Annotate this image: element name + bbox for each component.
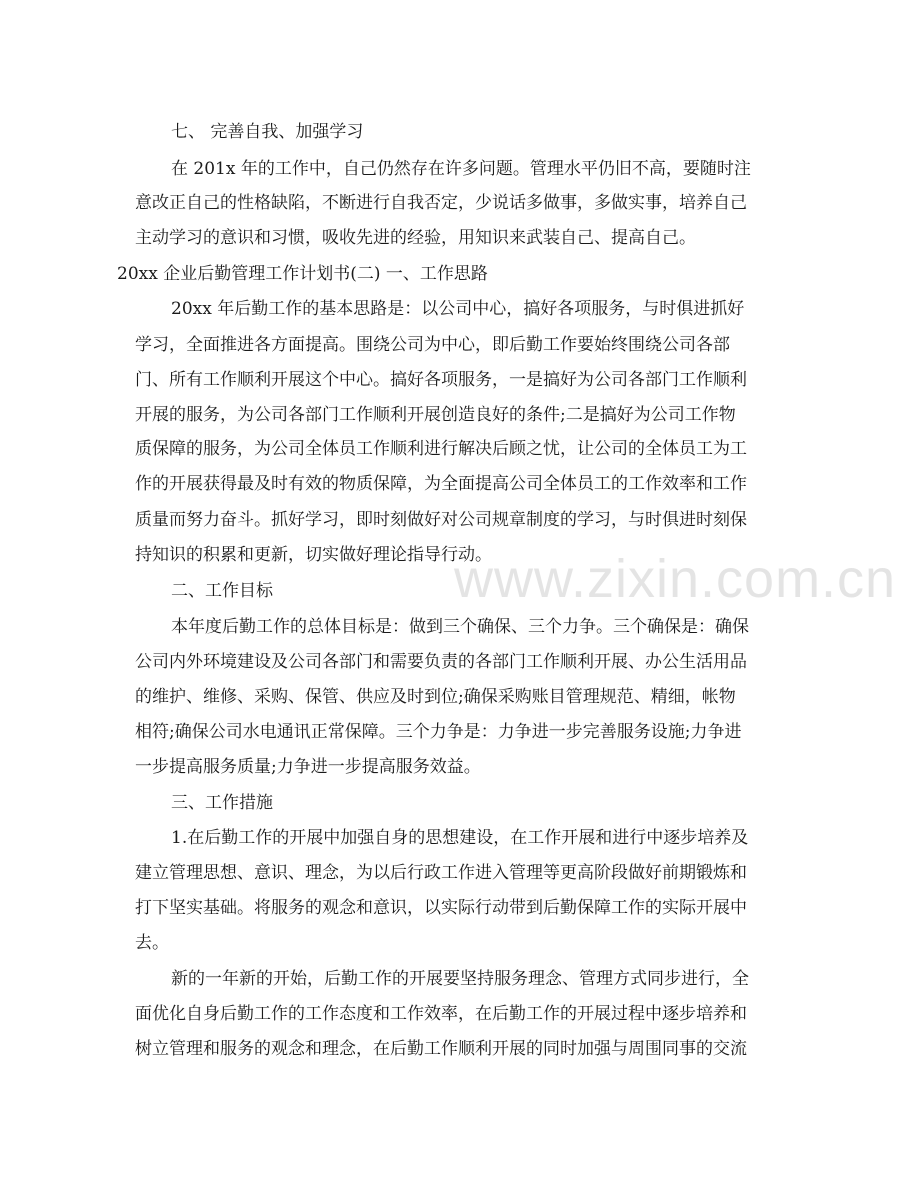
paragraph-line: 在 201x 年的工作中，自己仍然存在许多问题。管理水平仍旧不高，要随时注 [171, 159, 751, 179]
section-heading-work-measures: 三、工作措施 [171, 793, 273, 813]
paragraph-line: 质量而努力奋斗。抓好学习，即时刻做好对公司规章制度的学习，与时俱进时刻保 [135, 510, 747, 530]
paragraph-line: 门、所有工作顺利开展这个中心。搞好各项服务，一是搞好为公司各部门工作顺利 [135, 370, 747, 390]
paragraph-line: 面优化自身后勤工作的工作态度和工作效率，在后勤工作的开展过程中逐步培养和 [135, 1004, 747, 1024]
paragraph-line: 的维护、维修、采购、保管、供应及时到位;确保采购账目管理规范、精细，帐物 [135, 687, 736, 707]
paragraph-line: 新的一年新的开始，后勤工作的开展要坚持服务理念、管理方式同步进行，全 [171, 969, 749, 989]
paragraph-line: 公司内外环境建设及公司各部门和需要负责的各部门工作顺利开展、办公生活用品 [135, 652, 747, 672]
paragraph-line: 1.在后勤工作的开展中加强自身的思想建设，在工作开展和进行中逐步培养及 [171, 828, 749, 848]
paragraph-line: 质保障的服务，为公司全体员工作顺利进行解决后顾之忧，让公司的全体员工为工 [135, 439, 747, 459]
paragraph-line: 本年度后勤工作的总体目标是：做到三个确保、三个力争。三个确保是：确保 [171, 617, 749, 637]
paragraph-line: 20xx 年后勤工作的基本思路是：以公司中心，搞好各项服务，与时俱进抓好 [171, 299, 745, 319]
paragraph-line: 树立管理和服务的观念和理念，在后勤工作顺利开展的同时加强与周围同事的交流 [135, 1039, 747, 1059]
paragraph-line: 去。 [135, 933, 169, 953]
watermark-text: www.zixin.com.cn [454, 549, 897, 609]
section-heading-improve-self: 七、 完善自我、加强学习 [171, 122, 364, 142]
paragraph-line: 作的开展获得最及时有效的物质保障，为全面提高公司全体员工的工作效率和工作 [135, 474, 747, 494]
paragraph-line: 意改正自己的性格缺陷，不断进行自我否定，少说话多做事，多做实事，培养自己 [135, 193, 747, 213]
paragraph-line: 持知识的积累和更新，切实做好理论指导行动。 [135, 545, 492, 565]
paragraph-line: 打下坚实基础。将服务的观念和意识，以实际行动带到后勤保障工作的实际开展中 [135, 898, 747, 918]
paragraph-line: 学习，全面推进各方面提高。围绕公司为中心，即后勤工作要始终围绕公司各部 [135, 335, 730, 355]
section-heading-work-goals: 二、工作目标 [171, 581, 273, 601]
paragraph-line: 相符;确保公司水电通讯正常保障。三个力争是：力争进一步完善服务设施;力争进 [135, 722, 742, 742]
paragraph-line: 一步提高服务质量;力争进一步提高服务效益。 [135, 757, 481, 777]
paragraph-line: 开展的服务，为公司各部门工作顺利开展创造良好的条件;二是搞好为公司工作物 [135, 405, 736, 425]
paragraph-line: 建立管理思想、意识、理念，为以后行政工作进入管理等更高阶段做好前期锻炼和 [135, 863, 747, 883]
document-title-line: 20xx 企业后勤管理工作计划书(二) 一、工作思路 [117, 264, 488, 284]
paragraph-line: 主动学习的意识和习惯，吸收先进的经验，用知识来武装自己、提高自己。 [135, 228, 696, 248]
